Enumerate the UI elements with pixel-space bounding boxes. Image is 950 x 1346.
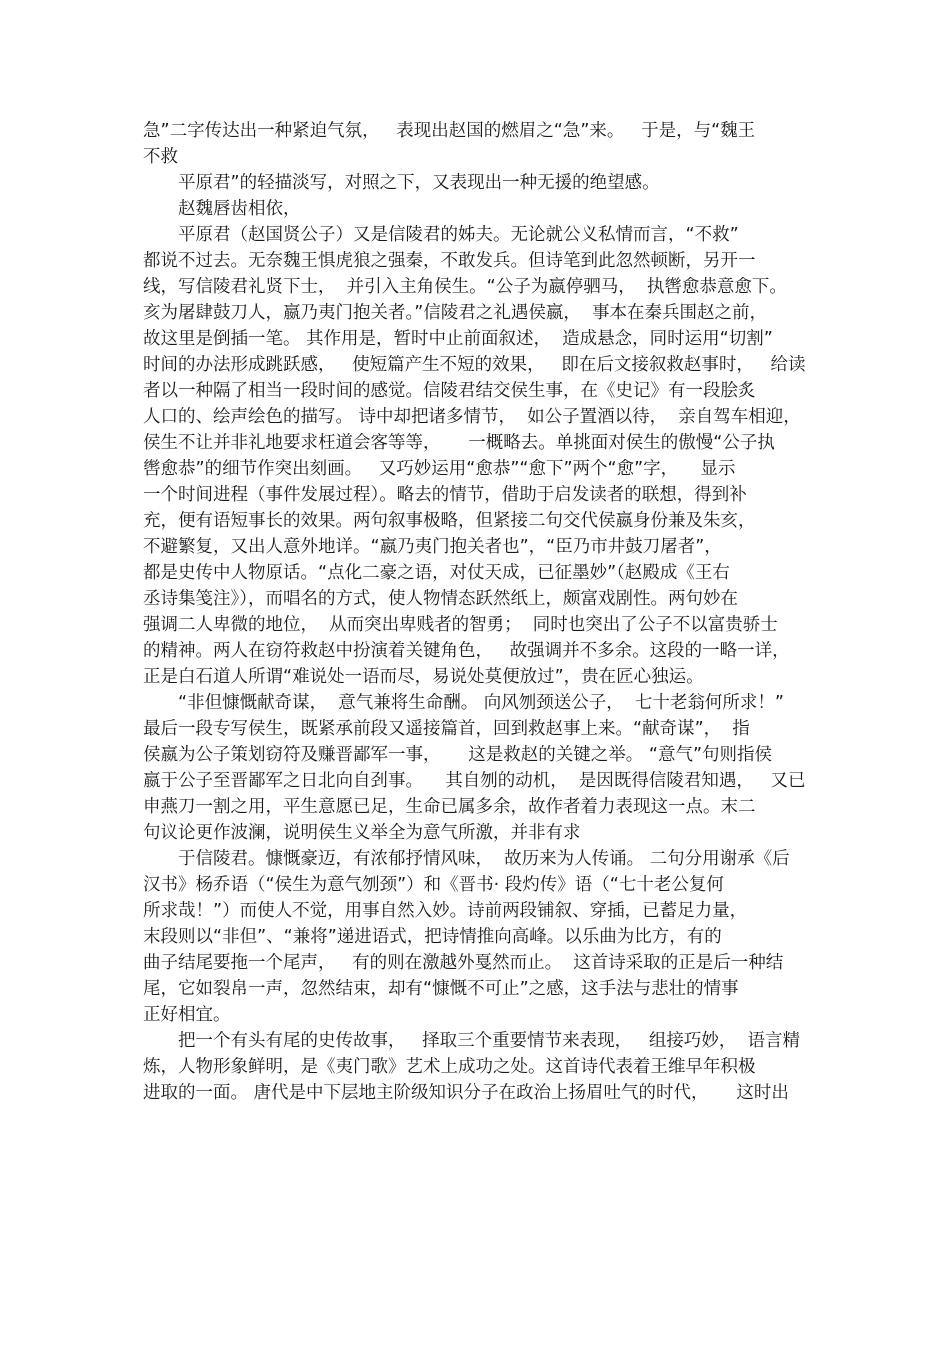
text-line: 不避繁复，又出人意外地详。“嬴乃夷门抱关者也”，“臣乃市井鼓刀屠者”， xyxy=(143,537,722,557)
text-line: 充，便有语短事长的效果。两句叙事极略，但紧接二句交代侯嬴身份兼及朱亥， xyxy=(143,511,756,531)
text-line: 炼，人物形象鲜明，是《夷门歌》艺术上成功之处。这首诗代表着王维早年积极 xyxy=(143,1057,756,1077)
text-line: 句议论更作波澜，说明侯生义举全为意气所激，并非有求 xyxy=(143,823,581,843)
text-line: 平原君”的轻描淡写，对照之下，又表现出一种无援的绝望感。 xyxy=(178,173,660,193)
text-line: 赵魏唇齿相依， xyxy=(178,199,301,219)
text-line: 进取的一面。 唐代是中下层地主阶级知识分子在政治上扬眉吐气的时代， 这时出 xyxy=(143,1083,789,1103)
text-line: 都说不过去。无奈魏王惧虎狼之强秦，不敢发兵。但诗笔到此忽然顿断，另开一 xyxy=(143,251,756,271)
text-line: 强调二人卑微的地位， 从而突出卑贱者的智勇； 同时也突出了公子不以富贵骄士 xyxy=(143,615,778,635)
text-line: 平原君（赵国贤公子）又是信陵君的姊夫。无论就公义私情而言，“不救” xyxy=(178,225,739,245)
text-line: 丞诗集笺注》），而唱名的方式，使人物情态跃然纸上，颇富戏剧性。两句妙在 xyxy=(143,589,738,609)
text-line: 正是白石道人所谓“难说处一语而尽，易说处莫便放过”，贵在匠心独运。 xyxy=(143,667,704,687)
text-line: 末段则以“非但”、“兼将”递进语式，把诗情推向高峰。以乐曲为比方，有的 xyxy=(143,927,722,947)
text-line: 最后一段专写侯生，既紧承前段又遥接篇首，回到救赵事上来。“献奇谋”， 指 xyxy=(143,719,750,739)
text-line: 不救 xyxy=(143,147,178,167)
body-text xyxy=(143,118,813,1106)
text-line: 者以一种隔了相当一段时间的感觉。信陵君结交侯生事，在《史记》有一段脍炙 xyxy=(143,381,756,401)
text-line: 都是史传中人物原话。“点化二豪之语，对仗天成，已征墨妙”（赵殿成《王右 xyxy=(143,563,730,583)
text-line: 尾，它如裂帛一声，忽然结束，却有“慷慨不可止”之感，这手法与悲壮的情事 xyxy=(143,979,739,999)
text-line: 侯生不让并非礼地要求枉道会客等等， 一概略去。单挑面对侯生的傲慢“公子执 xyxy=(143,433,775,453)
text-line: 汉书》杨乔语（“侯生为意气刎颈”）和《晋书· 段灼传》语（“七十老公复何 xyxy=(143,875,724,895)
text-line: 所求哉！”）而使人不觉，用事自然入妙。诗前两段铺叙、穿插，已蓄足力量， xyxy=(143,901,748,921)
text-line: 时间的办法形成跳跃感， 使短篇产生不短的效果， 即在后文接叙救赵事时， 给读 xyxy=(143,355,806,375)
text-line: 正好相宜。 xyxy=(143,1005,231,1025)
text-line: 曲子结尾要拖一个尾声， 有的则在激越外戛然而止。 这首诗采取的正是后一种结 xyxy=(143,953,784,973)
text-line: 急”二字传达出一种紧迫气氛， 表现出赵国的燃眉之“急”来。 于是，与“魏王 xyxy=(143,121,756,141)
text-line: “非但慷慨献奇谋， 意气兼将生命酬。 向风刎颈送公子， 七十老翁何所求！” xyxy=(178,693,784,713)
text-line: 申燕刀一割之用，平生意愿已足，生命已属多余，故作者着力表现这一点。末二 xyxy=(143,797,756,817)
text-line: 把一个有头有尾的史传故事， 择取三个重要情节来表现， 组接巧妙， 语言精 xyxy=(178,1031,800,1051)
text-line: 人口的、绘声绘色的描写。 诗中却把诸多情节， 如公子置酒以待， 亲自驾车相迎， xyxy=(143,407,801,427)
text-line: 故这里是倒插一笔。 其作用是，暂时中止前面叙述， 造成悬念，同时运用“切割” xyxy=(143,329,773,349)
text-line: 线，写信陵君礼贤下士， 并引入主角侯生。“公子为嬴停驷马， 执辔愈恭意愈下。 xyxy=(143,277,787,297)
text-line: 辔愈恭”的细节作突出刻画。 又巧妙运用“愈恭”“愈下”两个“愈”字， 显示 xyxy=(143,459,736,479)
text-line: 侯嬴为公子策划窃符及赚晋鄙军一事， 这是救赵的关键之举。 “意气”句则指侯 xyxy=(143,745,773,765)
text-line: 于信陵君。慷慨豪迈，有浓郁抒情风味， 故历来为人传诵。 二句分用谢承《后 xyxy=(178,849,790,869)
text-line: 嬴于公子至晋鄙军之日北向自刭事。 其自刎的动机， 是因既得信陵君知遇， 又已 xyxy=(143,771,806,791)
text-line: 亥为屠肆鼓刀人，嬴乃夷门抱关者。”信陵君之礼遇侯嬴， 事本在秦兵围赵之前， xyxy=(143,303,767,323)
text-line: 的精神。两人在窃符救赵中扮演着关键角色， 故强调并不多余。这段的一略一详， xyxy=(143,641,790,661)
text-line: 一个时间进程（事件发展过程）。略去的情节，借助于启发读者的联想，得到补 xyxy=(143,485,747,505)
